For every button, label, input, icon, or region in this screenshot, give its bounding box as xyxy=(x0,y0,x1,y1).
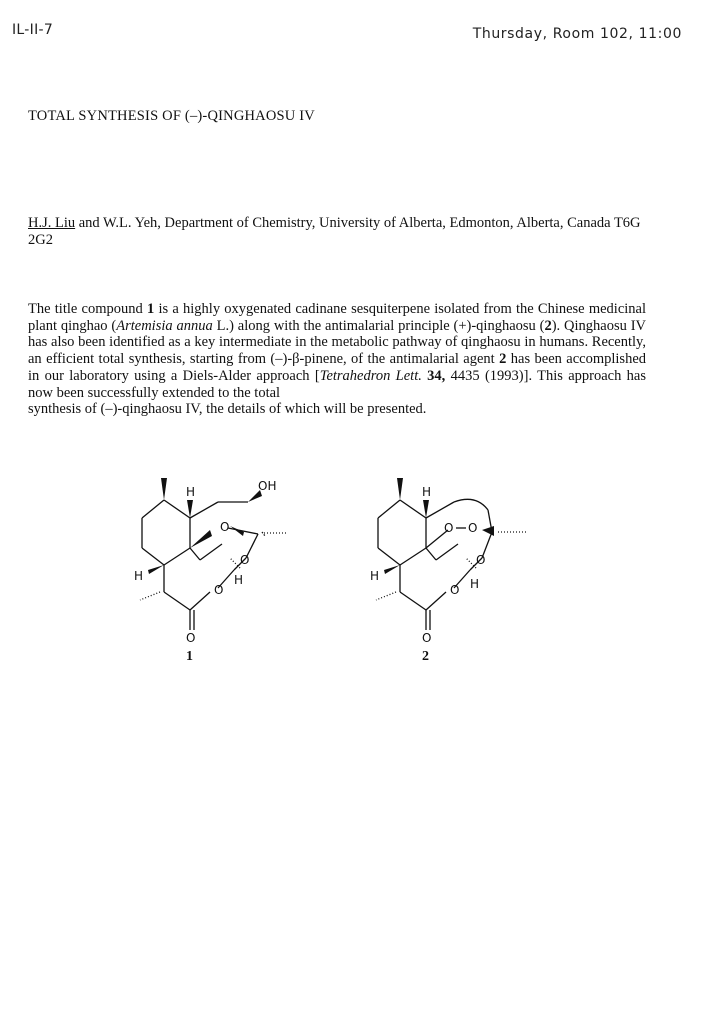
atom-o: O xyxy=(240,553,250,567)
compound-label-2: 2 xyxy=(422,649,429,660)
compound-ref-2b: 2 xyxy=(499,351,507,368)
atom-h: H xyxy=(134,569,144,583)
atom-o: O xyxy=(220,520,230,534)
compound-label-1: 1 xyxy=(186,649,193,660)
abstract-text: The title compound xyxy=(28,301,147,317)
atom-o: O xyxy=(476,553,486,567)
atom-o: O xyxy=(214,583,224,597)
atom-o: O xyxy=(468,521,478,535)
abstract-paragraph xyxy=(28,301,646,401)
abstract-body xyxy=(28,301,646,418)
presenting-author: H.J. Liu xyxy=(28,215,76,231)
atom-o: O xyxy=(186,631,196,645)
atom-h: H xyxy=(186,485,196,499)
structure-2-drawing xyxy=(366,470,546,660)
structure-1 xyxy=(130,470,310,660)
session-code: IL-II-7 xyxy=(12,22,54,38)
abstract-text: ). Qinghaosu IV has also been identified as a key intermediate in the metabolic pathway of qinghaosu in humans. Recently, an efficient total synthesis, starting from (–)-β-pinene, of the antimalarial agent xyxy=(28,317,647,368)
atom-h: H xyxy=(470,577,480,591)
atom-oh: OH xyxy=(258,479,277,493)
author-affiliation xyxy=(28,215,648,249)
atom-o: O xyxy=(444,521,454,535)
abstract-text: L.) along with the antimalarial principle (+)-qinghaosu ( xyxy=(212,317,545,334)
page-title: TOTAL SYNTHESIS OF (–)-QINGHAOSU IV xyxy=(28,108,315,124)
compound-ref-2: 2 xyxy=(544,317,552,334)
abstract-last-line: synthesis of (–)-qinghaosu IV, the details of which will be presented. xyxy=(28,401,427,418)
session-time-room: Thursday, Room 102, 11:00 xyxy=(472,26,682,42)
compound-ref-1: 1 xyxy=(146,301,155,317)
journal-volume: 34, xyxy=(421,367,446,384)
abstract-text: has been accomplished in our laboratory using a Diels-Alder approach [ xyxy=(28,351,647,384)
structure-2 xyxy=(366,470,546,660)
author-rest: and W.L. Yeh, Department of Chemistry, University of Alberta, Edmonton, Alberta, Canada T6G 2G2 xyxy=(28,215,641,248)
abstract-text: 4435 (1993)]. This approach has now been successfully extended to the total xyxy=(28,367,647,401)
species-name: Artemisia annua xyxy=(116,317,213,334)
journal-name: Tetrahedron Lett. xyxy=(319,367,422,384)
atom-h: H xyxy=(234,573,244,587)
atom-h: H xyxy=(370,569,380,583)
abstract-text: is a highly oxygenated cadinane sesquiterpene isolated from the Chinese medicinal plant qinghao ( xyxy=(28,301,647,334)
atom-h: H xyxy=(422,485,432,499)
atom-o: O xyxy=(450,583,460,597)
atom-o: O xyxy=(422,631,432,645)
structure-1-drawing xyxy=(130,470,310,660)
